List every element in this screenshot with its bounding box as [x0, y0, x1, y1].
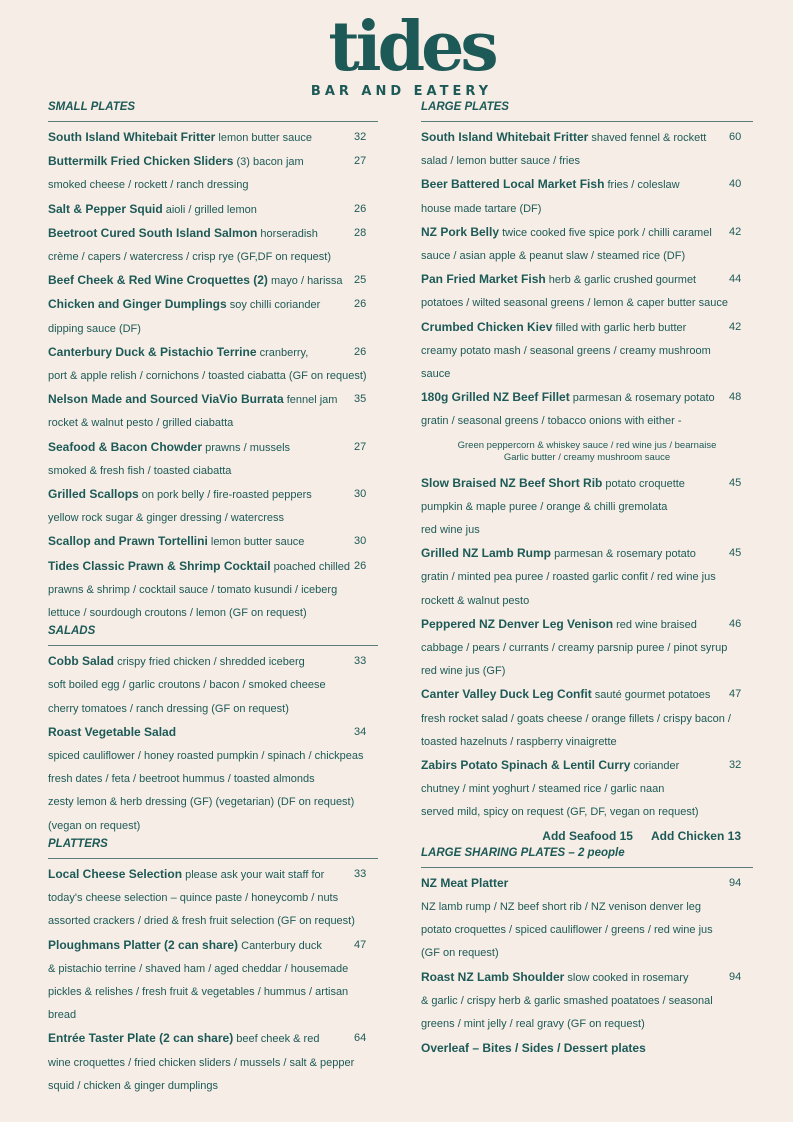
menu-item-detail: crème / capers / watercress / crisp rye (GF,DF on request): [48, 251, 332, 264]
menu-item-line: [48, 650, 378, 674]
menu-item-price: 42: [729, 225, 742, 238]
menu-item-detail: toasted hazelnuts / raspberry vinaigrette: [421, 735, 617, 748]
section-title-salads: SALADS: [48, 625, 378, 646]
menu-item-line: [48, 721, 378, 745]
menu-item: [421, 754, 753, 825]
menu-item: [48, 269, 378, 293]
menu-item-detail: potatoes / wilted seasonal greens / lemon & caper butter sauce: [421, 297, 728, 310]
menu-item-detail: & garlic / crispy herb & garlic smashed poatatoes / seasonal: [421, 994, 713, 1007]
menu-item-desc: coriander: [633, 760, 680, 773]
menu-item-desc: soy chilli coriander: [229, 299, 321, 312]
menu-item-price: 44: [729, 273, 742, 286]
menu-item-price: 48: [729, 391, 742, 404]
menu-item-name: Grilled Scallops: [48, 487, 139, 502]
menu-item-price: 33: [354, 655, 367, 668]
menu-item: [48, 222, 378, 269]
menu-item-detail: (vegan on request): [48, 819, 141, 832]
menu-item-name: Canter Valley Duck Leg Confit: [421, 687, 592, 702]
menu-item-detail: pickles & relishes / fresh fruit & vegetables / hummus / artisan: [48, 985, 349, 998]
menu-item-name: Entrée Taster Plate (2 can share): [48, 1031, 234, 1046]
menu-item: [48, 863, 378, 934]
menu-item-detail: spiced cauliflower / honey roasted pumpkin / spinach / chickpeas: [48, 750, 364, 763]
section-title-sharing-plates: LARGE SHARING PLATES – 2 people: [421, 847, 753, 868]
menu-item: [421, 966, 753, 1037]
menu-item-line: [48, 222, 378, 246]
menu-item-detail: lettuce / sourdough croutons / lemon (GF on request): [48, 607, 307, 620]
menu-item-desc: Canterbury duck: [241, 939, 322, 952]
menu-item-price: 27: [354, 155, 367, 168]
section-title-large-plates: LARGE PLATES: [421, 101, 753, 122]
menu-item: [421, 173, 753, 220]
menu-item-price: 30: [354, 535, 367, 548]
menu-item-line: [421, 316, 753, 340]
menu-item: [421, 542, 753, 613]
menu-item-desc: fries / coleslaw: [607, 179, 680, 192]
menu-item-name: Beer Battered Local Market Fish: [421, 177, 605, 192]
menu-item-desc: herb & garlic crushed gourmet: [548, 274, 697, 287]
logo: [0, 8, 793, 99]
menu-item-detail: dipping sauce (DF): [48, 322, 141, 335]
menu-item-desc: lemon butter sauce: [210, 536, 305, 549]
menu-item-detail: rocket & walnut pesto / grilled ciabatta: [48, 417, 234, 430]
menu-item-price: 35: [354, 393, 367, 406]
menu-item-desc: parmesan & rosemary potato: [572, 392, 715, 405]
menu-item-price: 47: [354, 938, 367, 951]
menu-item-detail: creamy potato mash / seasonal greens / creamy mushroom: [421, 344, 711, 357]
menu-item-detail: yellow rock sugar & ginger dressing / watercress: [48, 512, 284, 525]
menu-item-detail: smoked & fresh fish / toasted ciabatta: [48, 464, 232, 477]
menu-item-detail: gratin / minted pea puree / roasted garlic confit / red wine jus: [421, 571, 716, 584]
menu-item-name: Scallop and Prawn Tortellini: [48, 534, 208, 549]
menu-item: [48, 198, 378, 222]
menu-item-desc: prawns / mussels: [205, 441, 291, 454]
menu-item-detail: cabbage / pears / currants / creamy parsnip puree / pinot syrup: [421, 642, 728, 655]
menu-item-line: [421, 542, 753, 566]
menu-item-name: Seafood & Bacon Chowder: [48, 439, 203, 454]
menu-item-price: 34: [354, 725, 367, 738]
menu-item-line: [421, 683, 753, 707]
menu-item: [421, 316, 753, 387]
menu-item-price: 26: [354, 345, 367, 358]
large-plates-list-a: [421, 126, 753, 434]
menu-item: [421, 472, 753, 543]
menu-item-price: 28: [354, 226, 367, 239]
menu-item-name: Roast NZ Lamb Shoulder: [421, 969, 565, 984]
menu-item: [48, 555, 378, 626]
menu-item-name: Buttermilk Fried Chicken Sliders: [48, 154, 234, 169]
menu-item-name: Tides Classic Prawn & Shrimp Cocktail: [48, 558, 271, 573]
menu-item: [48, 126, 378, 150]
menu-item-line: [48, 269, 378, 293]
menu-item-desc: (3) bacon jam: [236, 156, 304, 169]
menu-item-name: South Island Whitebait Fritter: [421, 130, 589, 144]
platters-list: [48, 863, 378, 1098]
add-seafood: Add Seafood 15: [542, 828, 633, 843]
menu-item: [421, 613, 753, 684]
menu-item-detail: chutney / mint yoghurt / steamed rice / garlic naan: [421, 783, 665, 796]
menu-item: [421, 221, 753, 268]
menu-item-detail: zesty lemon & herb dressing (GF) (vegetarian) (DF on request): [48, 796, 355, 809]
menu-item-line: [421, 872, 753, 896]
sauce-options-line-1: Green peppercorn & whiskey sauce / red wine jus / bearnaise: [457, 439, 717, 451]
menu-item: [48, 388, 378, 435]
menu-item-price: 60: [729, 131, 742, 143]
menu-item-line: [421, 126, 753, 150]
menu-item-desc: red wine braised: [616, 618, 697, 631]
menu-item-desc: twice cooked five spice pork / chilli caramel: [502, 226, 712, 239]
menu-item-detail: & pistachio terrine / shaved ham / aged cheddar / housemade: [48, 962, 349, 975]
menu-item: [48, 150, 378, 197]
menu-item-price: 45: [729, 476, 742, 489]
menu-item-line: [421, 268, 753, 292]
menu-item-name: Roast Vegetable Salad: [48, 724, 177, 739]
menu-item-line: [421, 613, 753, 637]
menu-item-detail: rockett & walnut pesto: [421, 594, 530, 607]
menu-item-detail: assorted crackers / dried & fresh fruit selection (GF on request): [48, 915, 355, 928]
sauce-options: [421, 434, 753, 472]
menu-item: [48, 293, 378, 340]
menu-item-name: Slow Braised NZ Beef Short Rib: [421, 475, 603, 490]
menu-item-price: 26: [354, 298, 367, 311]
menu-item-desc: beef cheek & red: [236, 1033, 320, 1046]
menu-item-desc: shaved fennel & rockett: [591, 132, 707, 144]
menu-item-detail: today's cheese selection – quince paste / honeycomb / nuts: [48, 892, 339, 905]
menu-item-price: 42: [729, 320, 742, 333]
menu-item-name: Local Cheese Selection: [48, 866, 183, 881]
menu-item-detail: fresh rocket salad / goats cheese / orange fillets / crispy bacon /: [421, 712, 731, 725]
menu-item: [421, 386, 753, 433]
menu-item-desc: cranberry,: [259, 346, 309, 359]
menu-item-name: Pan Fried Market Fish: [421, 272, 546, 287]
menu-item-line: [48, 198, 378, 222]
menu-item-detail: pumpkin & maple puree / orange & chilli gremolata: [421, 500, 668, 513]
menu-item-price: 26: [354, 559, 367, 572]
menu-item-desc: slow cooked in rosemary: [567, 971, 689, 984]
menu-item-desc: sauté gourmet potatoes: [594, 689, 711, 702]
menu-item-name: South Island Whitebait Fritter: [48, 130, 216, 144]
menu-item-desc: aioli / grilled lemon: [165, 203, 257, 216]
menu-item-name: Ploughmans Platter (2 can share): [48, 937, 239, 952]
menu-item-desc: potato croquette: [605, 477, 685, 490]
menu-item-line: [421, 472, 753, 496]
menu-item-price: 26: [354, 202, 367, 215]
large-plates-list-b: [421, 472, 753, 825]
menu-item-line: [48, 530, 378, 554]
menu-item-line: [48, 436, 378, 460]
menu-item-detail: sauce: [421, 368, 451, 381]
menu-item-price: 47: [729, 688, 742, 701]
menu-item: [421, 126, 753, 173]
menu-item-detail: red wine jus (GF): [421, 665, 506, 678]
section-title-small-plates: SMALL PLATES: [48, 101, 378, 122]
overleaf-note: Overleaf – Bites / Sides / Dessert plates: [421, 1041, 646, 1056]
menu-item: [48, 721, 378, 838]
menu-item-price: 30: [354, 488, 367, 501]
menu-item-line: [48, 293, 378, 317]
menu-item-line: [48, 1027, 378, 1051]
menu-item-desc: parmesan & rosemary potato: [554, 548, 696, 561]
menu-item-name: NZ Meat Platter: [421, 875, 509, 890]
salads-list: [48, 650, 378, 838]
menu-item-desc: lemon butter sauce: [218, 132, 312, 144]
menu-item-desc: poached chilled: [273, 560, 351, 573]
menu-item: [421, 683, 753, 754]
brand-name: tides: [328, 7, 495, 87]
menu-item-price: 64: [354, 1032, 367, 1045]
brand-subtitle: BAR AND EATERY: [310, 84, 493, 99]
menu-item-desc: mayo / harissa: [271, 275, 343, 288]
menu-item-detail: greens / mint jelly / real gravy (GF on request): [421, 1017, 645, 1030]
menu-item-line: [48, 863, 378, 887]
menu-item-line: [48, 555, 378, 579]
menu-item-desc: horseradish: [260, 227, 318, 240]
menu-item-detail: soft boiled egg / garlic croutons / bacon / smoked cheese: [48, 679, 326, 692]
menu-item-desc: fennel jam: [286, 394, 338, 407]
menu-item-detail: salad / lemon butter sauce / fries: [421, 155, 580, 168]
menu-item-detail: squid / chicken & ginger dumplings: [48, 1079, 218, 1092]
menu-item-detail: sauce / asian apple & peanut slaw / steamed rice (DF): [421, 250, 686, 263]
menu-item: [421, 268, 753, 315]
menu-item-name: Crumbed Chicken Kiev: [421, 319, 553, 334]
menu-item-desc: filled with garlic herb butter: [555, 321, 687, 334]
menu-item-price: 33: [354, 867, 367, 880]
menu-item: [48, 934, 378, 1028]
menu-item-line: [421, 754, 753, 778]
menu-item-price: 94: [729, 970, 742, 983]
menu-item-name: Cobb Salad: [48, 654, 115, 669]
right-column: [421, 101, 753, 1060]
menu-item-line: [48, 341, 378, 365]
menu-item-line: [48, 934, 378, 958]
menu-item-price: 46: [729, 617, 742, 630]
menu-item-line: [48, 388, 378, 412]
menu-item-name: Nelson Made and Sourced ViaVio Burrata: [48, 392, 284, 407]
menu-item-detail: house made tartare (DF): [421, 202, 542, 215]
menu-item-price: 25: [354, 274, 367, 287]
menu-item-detail: NZ lamb rump / NZ beef short rib / NZ venison denver leg: [421, 900, 701, 913]
menu-item-name: Peppered NZ Denver Leg Venison: [421, 616, 614, 631]
menu-item-detail: bread: [48, 1009, 77, 1022]
menu-item-desc: please ask your wait staff for: [185, 868, 325, 881]
sharing-plates-list: [421, 872, 753, 1036]
menu-item-detail: red wine jus: [421, 524, 480, 537]
menu-item-price: 32: [354, 131, 367, 143]
menu-item-detail: port & apple relish / cornichons / toasted ciabatta (GF on request): [48, 370, 367, 383]
menu-item-name: Grilled NZ Lamb Rump: [421, 546, 552, 561]
menu-item: [48, 436, 378, 483]
menu-item: [48, 530, 378, 554]
menu-item-price: 94: [729, 876, 742, 889]
menu-item-name: NZ Pork Belly: [421, 224, 500, 239]
menu-item-desc: on pork belly / fire-roasted peppers: [141, 489, 312, 502]
add-ons: [421, 825, 753, 847]
menu-item-line: [421, 221, 753, 245]
menu-item-line: [421, 173, 753, 197]
menu-item-line: [48, 483, 378, 507]
menu-item-price: 32: [729, 759, 742, 772]
menu-item-name: Canterbury Duck & Pistachio Terrine: [48, 344, 257, 359]
menu-item-line: [421, 966, 753, 990]
menu-item-line: [421, 386, 753, 410]
section-title-platters: PLATTERS: [48, 838, 378, 859]
menu-item: [48, 1027, 378, 1098]
menu-item: [48, 483, 378, 530]
menu-item-detail: (GF on request): [421, 947, 499, 960]
left-column: [48, 101, 378, 1098]
menu-item-line: [48, 150, 378, 174]
menu-item-detail: cherry tomatoes / ranch dressing (GF on request): [48, 702, 289, 715]
menu-item-price: 45: [729, 547, 742, 560]
menu-item-name: 180g Grilled NZ Beef Fillet: [421, 390, 570, 405]
menu-item-line: [48, 126, 378, 150]
menu-item-desc: crispy fried chicken / shredded iceberg: [117, 656, 305, 669]
menu-item: [48, 341, 378, 388]
menu-item-detail: smoked cheese / rockett / ranch dressing: [48, 179, 249, 192]
menu-item-name: Chicken and Ginger Dumplings: [48, 297, 227, 312]
menu-item-name: Zabirs Potato Spinach & Lentil Curry: [421, 758, 631, 773]
menu-item-price: 27: [354, 440, 367, 453]
small-plates-list: [48, 126, 378, 625]
menu-item-detail: served mild, spicy on request (GF, DF, vegan on request): [421, 806, 699, 819]
menu-item-name: Salt & Pepper Squid: [48, 201, 163, 216]
add-chicken: Add Chicken 13: [650, 828, 741, 843]
menu-item-name: Beef Cheek & Red Wine Croquettes (2): [48, 273, 268, 288]
menu-item-name: Beetroot Cured South Island Salmon: [48, 225, 258, 240]
menu-item-detail: prawns & shrimp / cocktail sauce / tomato kusundi / iceberg: [48, 583, 338, 596]
menu-item-detail: potato croquettes / spiced cauliflower / greens / red wine jus: [421, 924, 713, 937]
menu-item-detail: gratin / seasonal greens / tobacco onions with either -: [421, 415, 682, 428]
sauce-options-line-2: Garlic butter / creamy mushroom sauce: [503, 451, 671, 463]
menu-item: [48, 650, 378, 721]
menu-item-price: 40: [729, 178, 742, 191]
menu-item: [421, 872, 753, 966]
menu-item-detail: wine croquettes / fried chicken sliders / mussels / salt & pepper: [48, 1056, 355, 1069]
menu-item-detail: fresh dates / feta / beetroot hummus / toasted almonds: [48, 773, 315, 786]
